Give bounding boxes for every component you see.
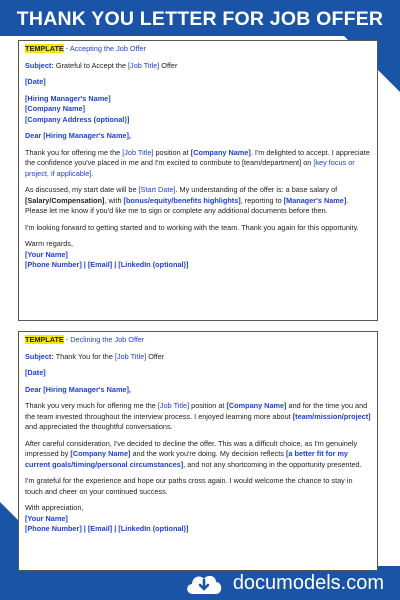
signature-block: Warm regards, [Your Name] [Phone Number] | [Email] | [LinkedIn (optional)] [25, 239, 189, 269]
page-title-text: THANK YOU LETTER FOR JOB OFFER [16, 7, 384, 30]
cloud-download-icon [183, 570, 225, 596]
subject-line: Subject: Grateful to Accept the [Job Title] Offer [25, 60, 178, 70]
greeting: Dear [Hiring Manager's Name], [25, 384, 131, 394]
decline-template-card [18, 331, 378, 571]
subject-line: Subject: Thank You for the [Job Title] Offer [25, 351, 165, 361]
page-title [0, 0, 400, 38]
body-paragraph-3: I'm looking forward to getting started and to working with the team. Thank you again for this opportunity. [25, 222, 359, 232]
greeting: Dear [Hiring Manager's Name], [25, 131, 131, 140]
footer [0, 566, 400, 600]
date-field: [Date] [25, 77, 46, 86]
body-paragraph-2: As discussed, my start date will be [Start Date]. My understanding of the offer is: a base salary of [Salary/Compensation], with [bonus/equity/benefits highlights], reporting to [Manager's Name]. Please let me know if you'd like me to sign or complete any additional documents before then. [25, 185, 349, 215]
accept-template-card [18, 40, 378, 321]
template-heading: TEMPLATE - Accepting the Job Offer [25, 44, 146, 53]
template-heading: TEMPLATE - Declining the Job Offer [25, 335, 145, 344]
recipient-address: [Hiring Manager's Name] [Company Name] [Company Address (optional)] [25, 93, 130, 124]
date-field: [Date] [25, 368, 46, 377]
brand-link[interactable]: documodels.com [232, 571, 384, 594]
body-paragraph-2: After careful consideration, I've decided to decline the offer. This was a difficult choice, as I'm genuinely impressed by [Company Name] and the work you're doing. My decision reflects [a better fit for my current goals/timing/personal circumstances], and not any shortcoming in the opportunity presented. [25, 438, 362, 469]
signature-block: With appreciation, [Your Name] [Phone Number] | [Email] | [LinkedIn (optional)] [25, 503, 189, 533]
body-paragraph-3: I'm grateful for the experience and hope our paths cross again. I would welcome the chance to stay in touch and cheer on your continued success. [25, 476, 353, 496]
body-paragraph-1: Thank you for offering me the [Job Title] position at [Company Name]. I'm delighted to accept. I appreciate the confidence you've placed in me and I'm excited to contribute to [team/department] on [key focus or project, if applicable]. [25, 147, 370, 178]
body-paragraph-1: Thank you very much for offering me the [Job Title] position at [Company Name] and for the time you and the team invested throughout the interview process. I enjoyed learning more about [team/mission/project] and appreciated the thoughtful conversations. [25, 401, 371, 431]
